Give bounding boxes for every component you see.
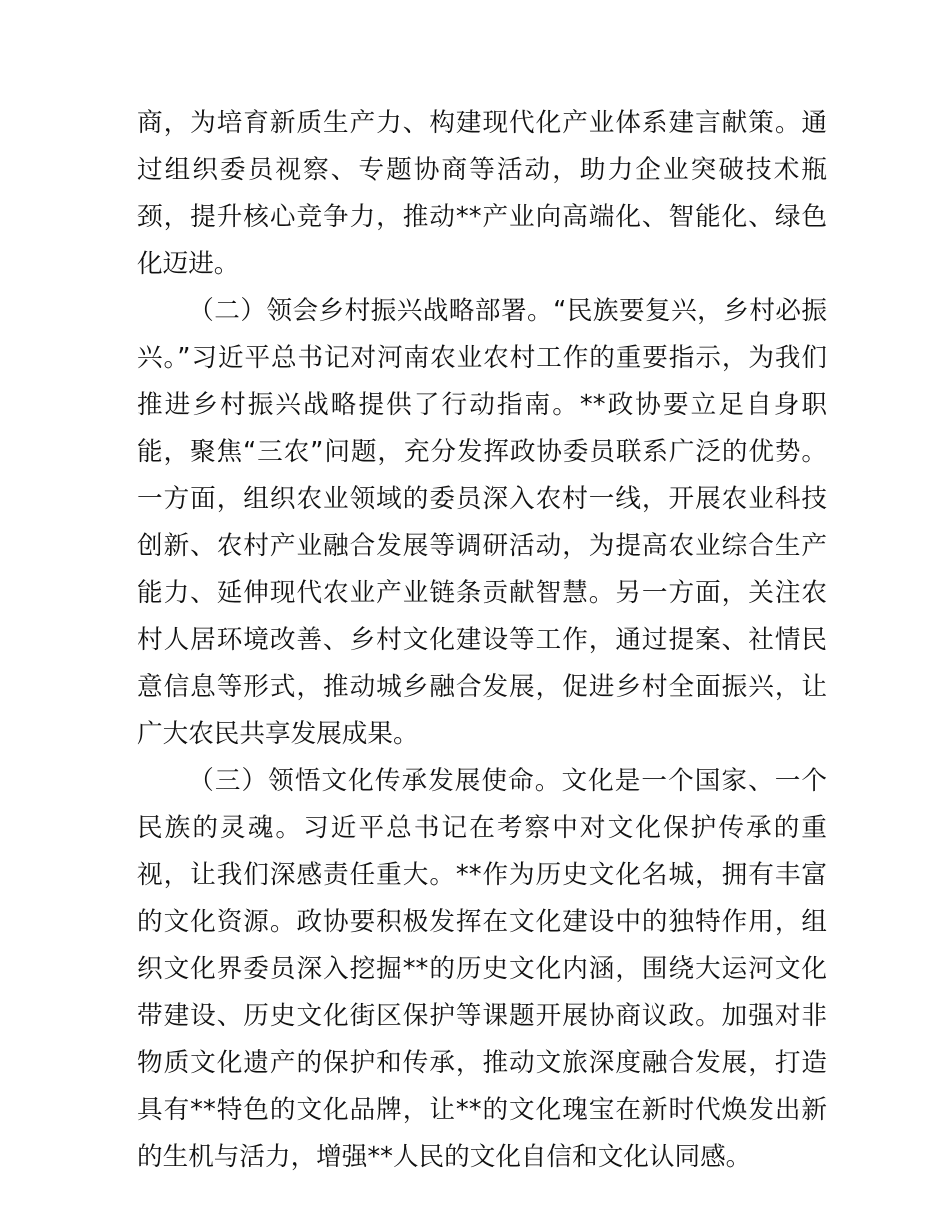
paragraph-three-culture-heritage: （三）领悟文化传承发展使命。文化是一个国家、一个民族的灵魂。习近平总书记在考察中对文化保护传承的重视，让我们深感责任重大。**作为历史文化名城，拥有丰富的文化资源。政协要积极发挥在文化建设中的独特作用，组织文化界委员深入挖掘**的历史文化内涵，围绕大运河文化带建设、历史文化街区保护等课题开展协商议政。加强对非物质文化遗产的保护和传承，推动文旅深度融合发展，打造具有**特色的文化品牌，让**的文化瑰宝在新时代焕发出新的生机与活力，增强**人民的文化自信和文化认同感。 — [137, 766, 827, 1172]
paragraph-continued-industry: 商，为培育新质生产力、构建现代化产业体系建言献策。通过组织委员视察、专题协商等活动，助力企业突破技术瓶颈，提升核心竞争力，推动**产业向高端化、智能化、绿色化迈进。 — [137, 108, 827, 279]
paragraph-two-rural-revitalization: （二）领会乡村振兴战略部署。“民族要复兴，乡村必振兴。”习近平总书记对河南农业农村工作的重要指示，为我们推进乡村振兴战略提供了行动指南。**政协要立足自身职能，聚焦“三农”问题，充分发挥政协委员联系广泛的优势。一方面，组织农业领域的委员深入农村一线，开展农业科技创新、农村产业融合发展等调研活动，为提高农业综合生产能力、延伸现代农业产业链条贡献智慧。另一方面，关注农村人居环境改善、乡村文化建设等工作，通过提案、社情民意信息等形式，推动城乡融合发展，促进乡村全面振兴，让广大农民共享发展成果。 — [137, 296, 827, 749]
document-text-body — [137, 100, 827, 1181]
